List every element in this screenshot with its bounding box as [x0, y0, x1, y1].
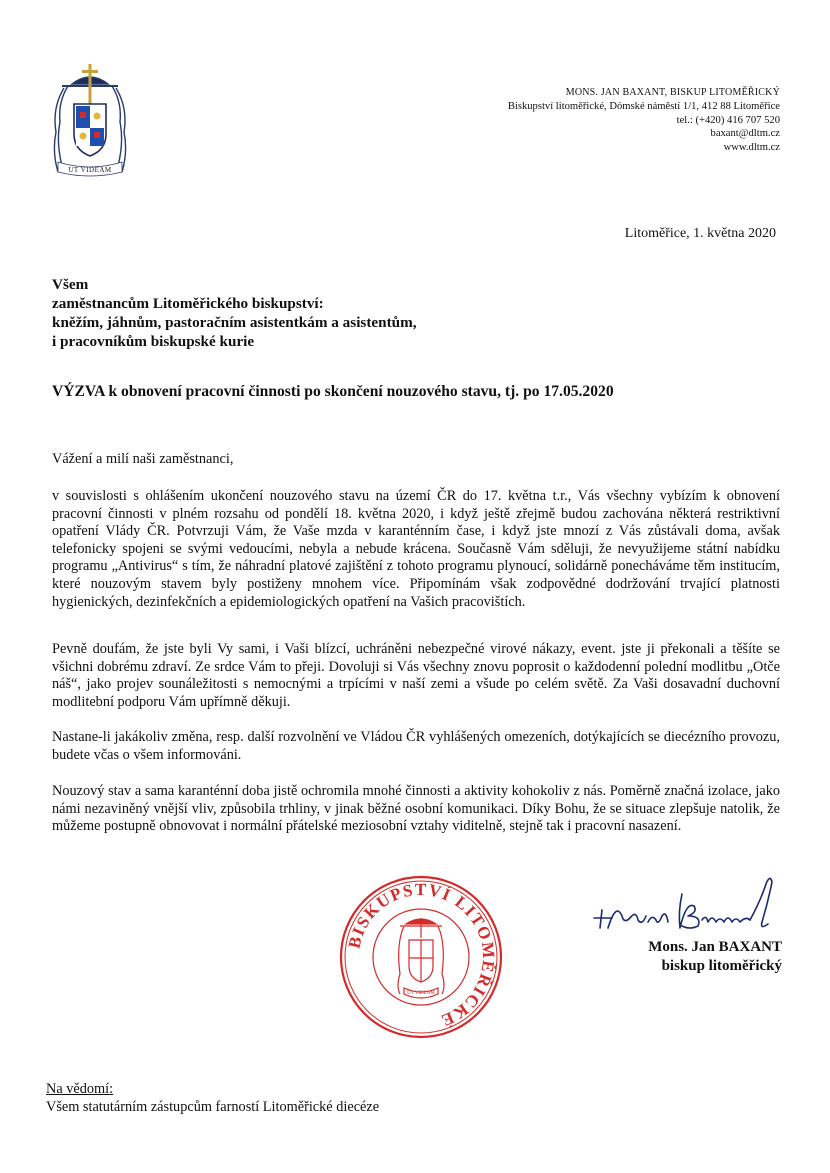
svg-text:UT VIDEAM: UT VIDEAM [407, 991, 435, 996]
signer-name: Mons. Jan BAXANT [648, 939, 782, 955]
cc-label: Na vědomí: [46, 1081, 114, 1097]
official-stamp [338, 874, 504, 1040]
body-paragraph: v souvislosti s ohlášením ukončení nouzového stavu na území ČR do 17. května t.r., Vás všechny vybízím k obnovení pracovní činnosti v plném rozsahu od pondělí 18. května 2020, i když ještě zřejmě budou zachována některá restriktivní opatření Vlády ČR. Potvrzuji Vám, že Vaše mzda v karanténním čase, i když jste mnozí z Vás zůstávali doma, avšak telefonicky spojeni se svými vedoucími, nebyla a nebude krácena. Současně Vám sděluji, že nevyužijeme státní nabídku programu „Antivirus“ s tím, že náhradní platové zajištění z tohoto programu plynoucí, solidárně ponecháváme těm institucím, které nouzovým stavem byly postiženy mnohem více. Připomínám však zodpovědné dodržování trvající platnosti hygienických, dezinfekčních a epidemiologických opatření na Vašich pracovištích. [52, 488, 780, 610]
sender-name: MONS. JAN BAXANT, BISKUP LITOMĚŘICKÝ [565, 87, 780, 98]
addressee-line: kněžím, jáhnům, pastoračním asistentkám a asistentům, [52, 314, 417, 331]
cc-recipients: Všem statutárním zástupcům farností Litoměřické diecéze [46, 1099, 380, 1115]
svg-text:BISKUPSTVÍ LITOMĚŘICKÉ: BISKUPSTVÍ LITOMĚŘICKÉ [344, 879, 499, 1031]
addressee-line: i pracovníkům biskupské kurie [52, 333, 255, 350]
letterhead [508, 86, 780, 155]
coat-of-arms-motto: UT VIDEAM [68, 166, 112, 174]
body-paragraph: Nastane-li jakákoliv změna, resp. další rozvolnění ve Vládou ČR vyhlášených omezeních, dotýkajících se diecézního provozu, budete včas o všem informováni. [52, 729, 780, 763]
body-paragraph: Nouzový stav a sama karanténní doba jistě ochromila mnohé činnosti a aktivity kohokoliv z nás. Poměrně značná izolace, jako námi nezaviněný vnější vliv, způsobila trhliny, v jinak běžné osobní komunikaci. Díky Bohu, že se situace zlepšuje natolik, že můžeme postupně obnovovat i normální přátelské meziosobní vztahy viditelně, stejně tak i pracovní nasazení. [52, 783, 780, 835]
addressee-block [52, 275, 417, 351]
salutation: Vážení a milí naši zaměstnanci, [52, 451, 234, 467]
sender-address: Biskupství litoměřické, Dómské náměstí 1/1, 412 88 Litoměřice [507, 100, 780, 112]
sender-web: www.dltm.cz [723, 142, 780, 154]
addressee-line: Všem [52, 276, 89, 293]
sender-email: baxant@dltm.cz [710, 128, 780, 140]
letter-date: Litoměřice, 1. května 2020 [624, 226, 776, 241]
signer-block [612, 938, 782, 976]
addressee-line: zaměstnancům Litoměřického biskupství: [52, 295, 324, 312]
coat-of-arms-logo [50, 62, 130, 180]
letter-subject: VÝZVA k obnovení pracovní činnosti po skončení nouzového stavu, tj. po 17.05.2020 [52, 383, 614, 400]
handwritten-signature [590, 872, 800, 942]
signer-title: biskup litoměřický [661, 958, 782, 974]
body-paragraph: Pevně doufám, že jste byli Vy sami, i Vaši blízcí, uchráněni nebezpečné virové nákazy, event. jste ji překonali a těšíte se všichni dobrému zdraví. Ze srdce Vám to přeji. Dovoluji si Vás všechny znovu poprosit o každodenní polední modlitbu „Otče náš“, jako projev sounáležitosti s nemocnými a trpícími v naší zemi a všude po celém světě. Za Vaši dosavadní duchovní modlitební podporu Vám upřímně děkuji. [52, 641, 780, 710]
sender-phone: tel.: (+420) 416 707 520 [676, 114, 780, 126]
